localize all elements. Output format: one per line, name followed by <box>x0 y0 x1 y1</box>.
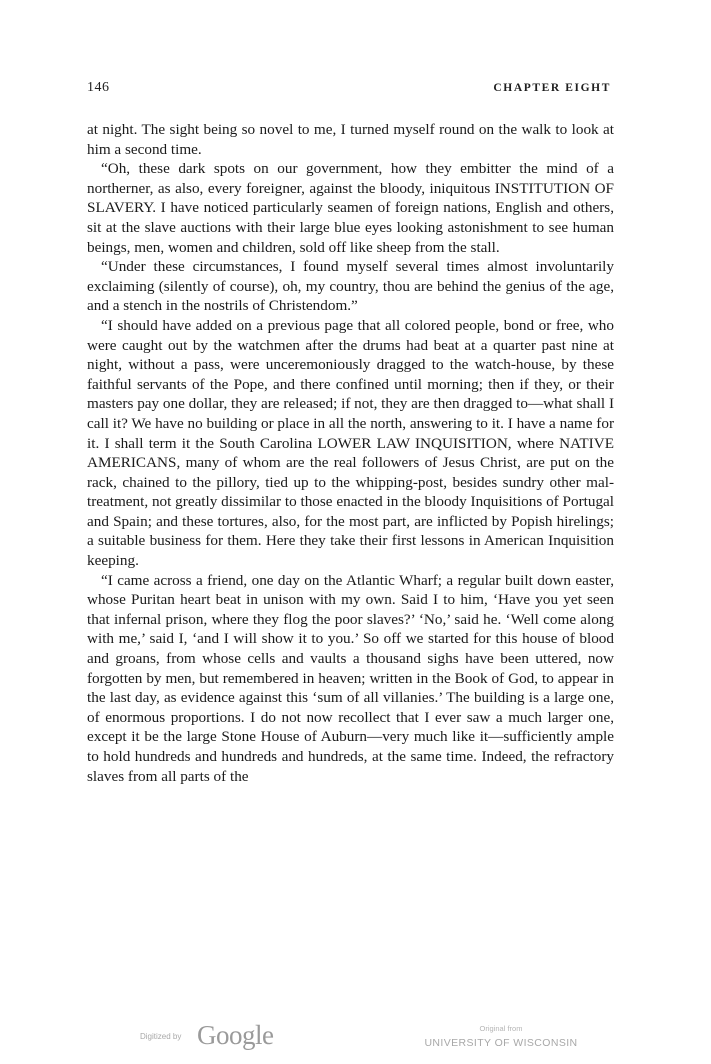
chapter-title: CHAPTER EIGHT <box>493 82 611 94</box>
google-logo: Google <box>197 1020 274 1050</box>
original-from-label: Original from <box>479 1024 523 1033</box>
paragraph: “Under these circumstances, I found myself several times almost involuntarily exclaiming (silently of course), oh, my country, thou are behind the genius of the age, and a stench in the nostrils of Christendom.” <box>87 258 614 315</box>
digitized-by-label: Digitized by <box>140 1032 182 1041</box>
library-name: UNIVERSITY OF WISCONSIN <box>424 1037 578 1049</box>
digitization-footer <box>0 1018 711 1058</box>
paragraph: “Oh, these dark spots on our government, how they embitter the mind of a northerner, as also, every foreigner, against the bloody, iniquitous INSTITUTION OF SLAVERY. I have noticed particularly seamen of foreign nations, English and others, sit at the slave auctions with their large blue eyes looking astonishment to see human beings, men, women and children, sold off like sheep from the stall. <box>87 160 614 256</box>
body-text <box>87 120 614 786</box>
paragraph: “I should have added on a previous page that all colored people, bond or free, who were caught out by the watchmen after the drums had beat at a quarter past nine at night, without a pass, were unceremoniously dragged to the watch-house, by these faithful servants of the Pope, and there confined until morning; then if they, or their masters pay one dollar, they are released; if not, they are then dragged to—what shall I call it? We have no building or place in all the north, answering to it. I have a name for it. I shall term it the South Carolina LOWER LAW INQUISITION, where NATIVE AMERICANS, many of whom are the real followers of Jesus Christ, are put on the rack, chained to the pillory, tied up to the whipping-post, besides sundry other mal-treatment, not greatly dissimilar to those enacted in the bloody Inquisitions of Portugal and Spain; and these tortures, also, for the most part, are inflicted by Popish hirelings; a suitable business for them. Here they take their first lessons in American Inquisition keeping. <box>87 316 614 570</box>
paragraph: “I came across a friend, one day on the Atlantic Wharf; a regular built down easter, whose Puritan heart beat in unison with my own. Said I to him, ‘Have you yet seen that infernal prison, where they flog the poor slaves?’ ‘No,’ said he. ‘Well come along with me,’ said I, ‘and I will show it to you.’ So off we started for this house of blood and groans, from whose cells and vaults a thousand sighs have been uttered, now forgotten by men, but remembered in heaven; written in the Book of God, to appear in the last day, as evidence against this ‘sum of all villanies.’ The building is a large one, of enormous proportions. I do not now recollect that I ever saw a much larger one, except it be the large Stone House of Auburn—very much like it—sufficiently ample to hold hundreds and hundreds and hundreds, at the same time. Indeed, the refractory slaves from all parts of the <box>87 571 614 785</box>
running-head <box>87 80 611 100</box>
page-number: 146 <box>87 80 110 95</box>
paragraph: at night. The sight being so novel to me, I turned myself round on the walk to look at him a second time. <box>87 121 614 158</box>
